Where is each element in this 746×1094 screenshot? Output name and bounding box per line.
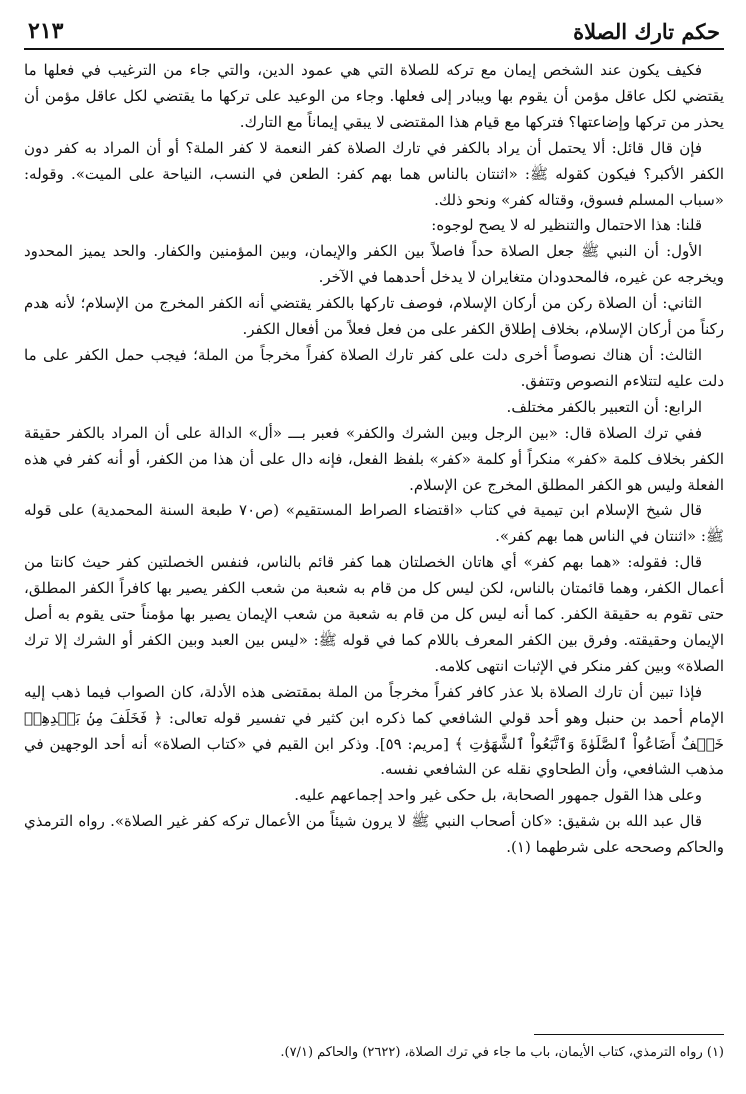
paragraph: قال عبد الله بن شقيق: «كان أصحاب النبي ﷺ لا يرون شيئاً من الأعمال تركه كفر غير الصلاة». رواه الترمذي والحاكم وصححه على شرطهما (١). (24, 812, 724, 857)
paragraph: الأول: أن النبي ﷺ جعل الصلاة حداً فاصلاً بين الكفر والإيمان، وبين المؤمنين والكفار. والحد يميز المحدود ويخرجه عن غيره، فالمحدودان متغايران لا يدخل أحدهما في الآخر. (24, 242, 724, 287)
page-body (24, 58, 724, 861)
footnote-area (24, 1034, 724, 1060)
footnote: (١) رواه الترمذي، كتاب الأيمان، باب ما جاء في ترك الصلاة، (٢٦٢٢) والحاكم (٧/١). (280, 1045, 724, 1060)
book-page (24, 18, 724, 1078)
paragraph: فإن قال قائل: ألا يحتمل أن يراد بالكفر في تارك الصلاة كفر النعمة لا كفر الملة؟ أو أن المراد به كفر دون الكفر الأكبر؟ فيكون كقوله ﷺ: «اثنتان بالناس هما بهم كفر: الطعن في النسب، النياحة على الميت». وقوله: «سباب المسلم فسوق، وقتاله كفر» ونحو ذلك. (24, 138, 724, 209)
page-title: حكم تارك الصلاة (573, 19, 720, 44)
paragraph: الرابع: أن التعبير بالكفر مختلف. (506, 397, 702, 416)
paragraph: ففي ترك الصلاة قال: «بين الرجل وبين الشرك والكفر» فعبر بـــ «أل» الدالة على أن المراد بالكفر حقيقة الكفر بخلاف كلمة «كفر» منكراً أو كلمة «كفر» بلفظ الفعل، فإنه دال على أن هذا من الكفر، أو أنه كفر في هذه الفعلة وليس هو الكفر المطلق المخرج عن الإسلام. (24, 423, 724, 494)
footnote-divider (534, 1034, 724, 1035)
paragraph: فكيف يكون عند الشخص إيمان مع تركه للصلاة التي هي عمود الدين، والتي جاء من الترغيب في فعلها ما يقتضي لكل عاقل مؤمن أن يقوم بها ويبادر إلى فعلها. وجاء من الوعيد على تركها ما يقتضي لكل عاقل مؤمن أن يحذر من تركها وإضاعتها؟ فتركها مع قيام هذا المقتضى لا يبقي إيماناً مع التارك. (24, 61, 724, 131)
page-number: ٢١٣ (28, 18, 64, 44)
paragraph: فإذا تبين أن تارك الصلاة بلا عذر كافر كفراً مخرجاً من الملة بمقتضى هذه الأدلة، كان الصواب فيما ذهب إليه الإمام أحمد بن حنبل وهو أحد قولي الشافعي كما ذكره ابن كثير في تفسير قوله تعالى: ﴿ فَخَلَفَ مِنۢ بَعۡدِهِمۡ خَلۡفٌ أَضَاعُواْ ٱلصَّلَوٰةَ وَٱتَّبَعُواْ ٱلشَّهَوَٰتِ ﴾ [مريم: ٥٩]. وذكر ابن القيم في «كتاب الصلاة» أنه أحد الوجهين في مذهب الشافعي، وأن الطحاوي نقله عن الشافعي نفسه. (24, 682, 724, 779)
paragraph: الثاني: أن الصلاة ركن من أركان الإسلام، فوصف تاركها بالكفر يقتضي أنه الكفر المخرج من الإسلام؛ لأنه هدم ركناً من أركان الإسلام، بخلاف إطلاق الكفر على من فعل فعلاً من أفعال الكفر. (24, 294, 724, 339)
page-header (24, 18, 724, 50)
paragraph: الثالث: أن هناك نصوصاً أخرى دلت على كفر تارك الصلاة كفراً مخرجاً من الملة؛ فيجب حمل الكفر على ما دلت عليه لتتلاءم النصوص وتتفق. (24, 345, 724, 390)
paragraph: قال شيخ الإسلام ابن تيمية في كتاب «اقتضاء الصراط المستقيم» (ص٧٠ طبعة السنة المحمدية) على قوله ﷺ: «اثنتان في الناس هما بهم كفر». (24, 501, 724, 546)
paragraph: وعلى هذا القول جمهور الصحابة، بل حكى غير واحد إجماعهم عليه. (294, 786, 702, 805)
paragraph: قال: فقوله: «هما بهم كفر» أي هاتان الخصلتان هما كفر قائم بالناس، فنفس الخصلتين كفر حيث كانتا من أعمال الكفر، وهما قائمتان بالناس، لكن ليس كل من قام به شعبة من شعب الكفر يصير بها كافراً الكفر المطلق، حتى تقوم به حقيقة الكفر. كما أنه ليس كل من قام به شعبة من شعب الإيمان يصير بها مؤمناً حتى يقوم به أصل الإيمان وحقيقته. وفرق بين الكفر المعرف باللام كما في قوله ﷺ: «ليس بين العبد وبين الكفر أو الشرك إلا ترك الصلاة» وبين كفر منكر في الإثبات انتهى كلامه. (24, 553, 725, 675)
paragraph: قلنا: هذا الاحتمال والتنظير له لا يصح لوجوه: (431, 216, 702, 235)
